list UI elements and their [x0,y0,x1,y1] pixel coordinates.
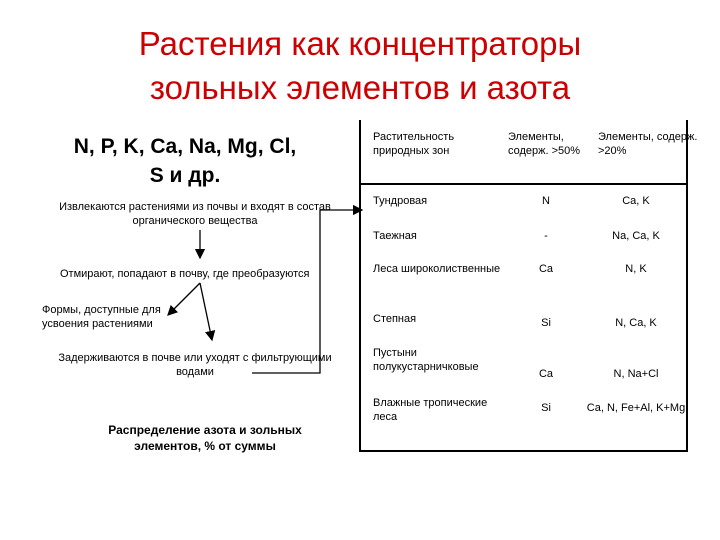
header-over-50: Элементы, содерж. >50% [508,131,581,157]
header-over-20: Элементы, содерж. >20% [598,131,698,157]
flow-step-extracted: Извлекаются растениями из почвы и входят в состав органического вещества [59,201,331,227]
title-line-1: Растения как концентраторы [138,25,582,62]
arrow-return-loop [252,210,362,373]
table-caption: Распределение азота и зольных элементов, % от суммы [108,423,302,453]
elements-line-1: N, P, K, Ca, Na, Mg, Cl, [73,135,297,158]
header-vegetation: Растительность природных зон [373,131,455,157]
arrow-down-2 [200,283,212,340]
flow-step-available-forms: Формы, доступные для усвоения растениями [42,304,161,330]
header-divider [361,183,686,185]
flow-step-retained: Задерживаются в почве или уходят с фильтрующими водами [58,352,332,378]
title-line-2: зольных элементов и азота [149,69,571,106]
elements-line-2: S и др. [149,164,221,187]
flow-step-die-off: Отмирают, попадают в почву, где преобразуются [60,268,310,280]
distribution-table: Растительность природных зон Элементы, содерж. >50% Элементы, содерж. >20% Тундровая N Ca, K Таежная - Na, Ca, K Леса широколиственные Ca N, K Степная Si N, Ca, K Пустыни полукустарничковые Ca N, Na+Cl Влажные тропические леса Si Ca, N, Fe+Al, K+Mg [359,120,688,452]
arrow-to-available-forms [168,283,200,315]
